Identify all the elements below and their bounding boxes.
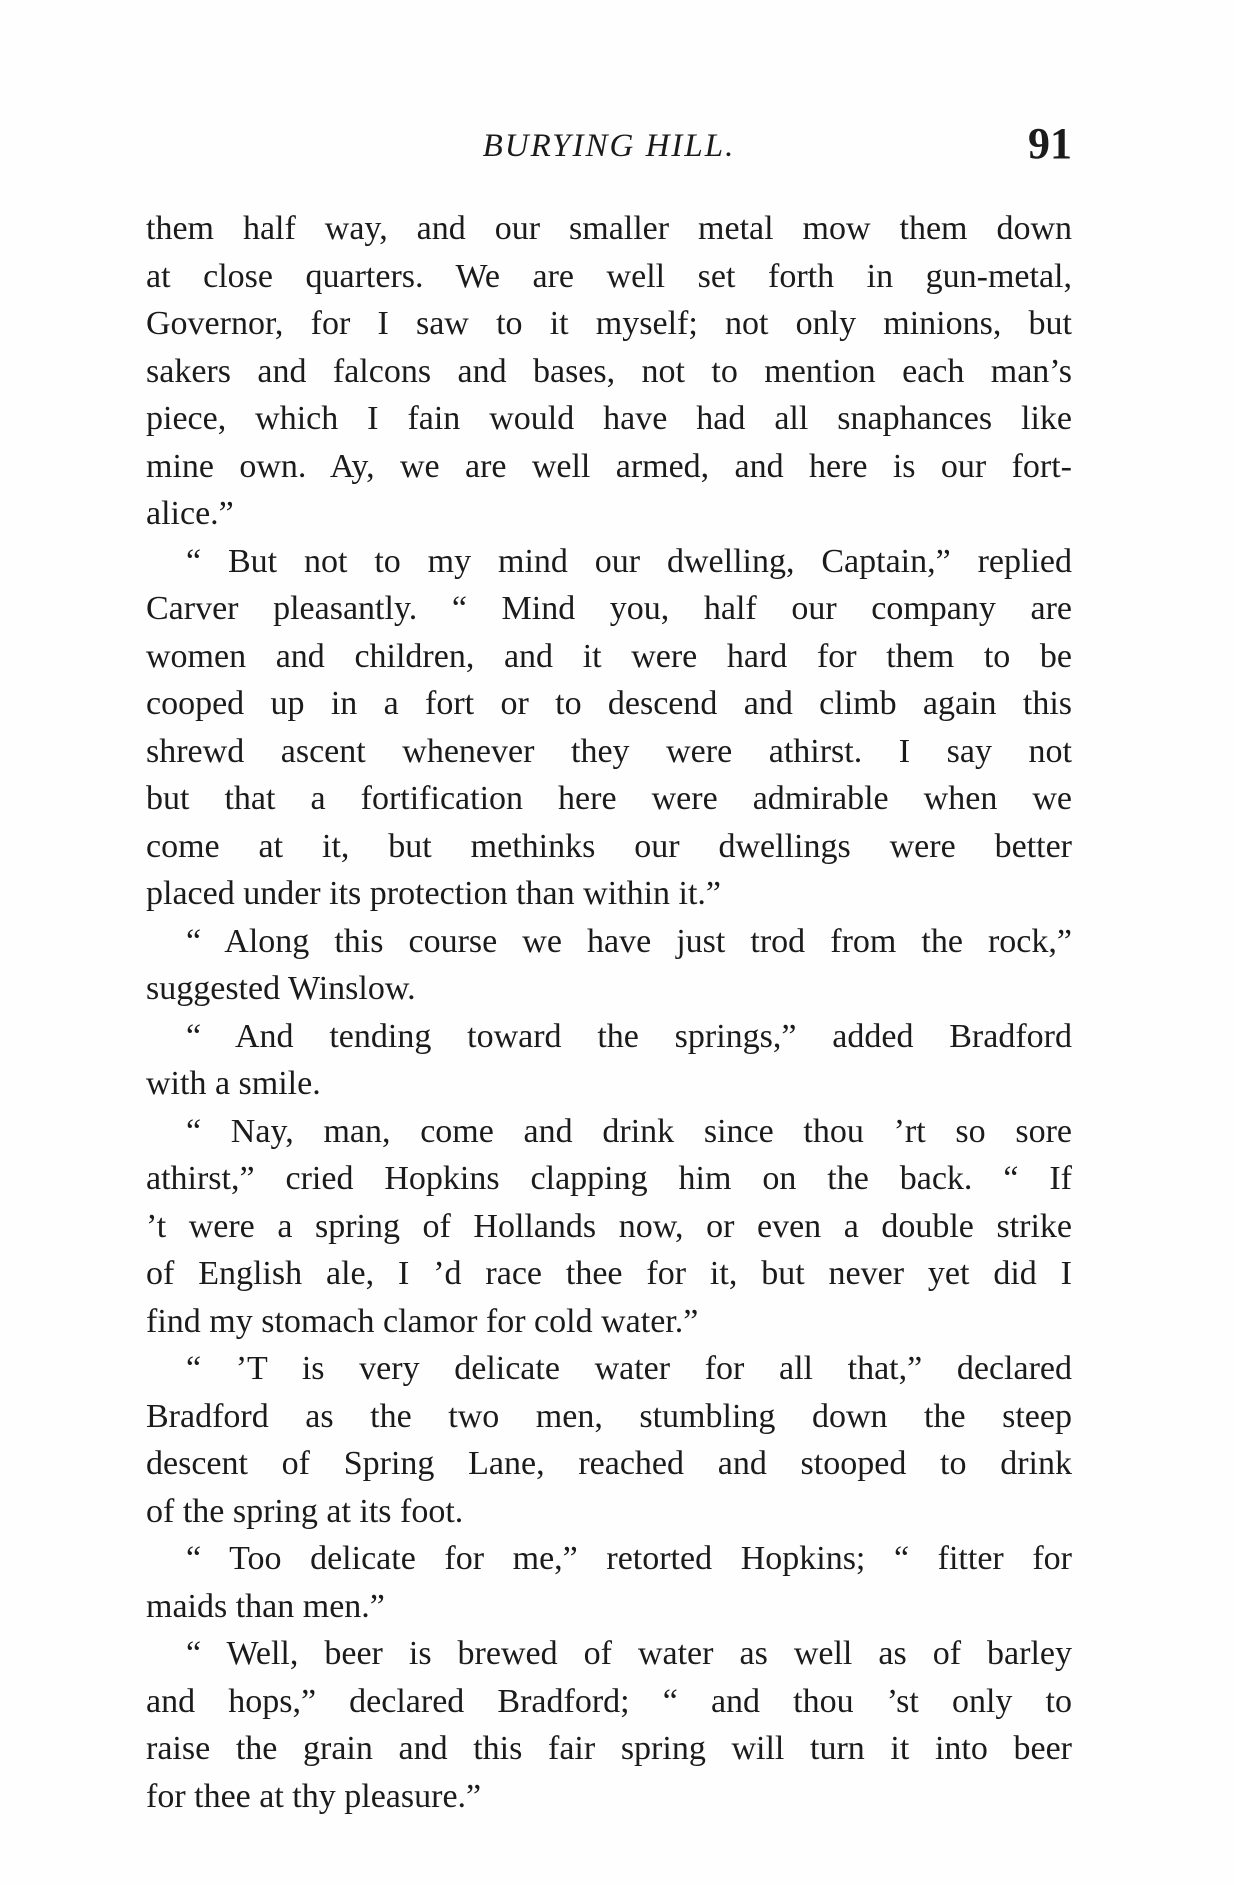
text-line: find my stomach clamor for cold water.” [146, 1302, 699, 1340]
text-line: piece, which I fain would have had all snaphances like [146, 400, 1072, 437]
text-line: descent of Spring Lane, reached and stooped to drink [146, 1445, 1072, 1482]
text-line: maids than men.” [146, 1587, 385, 1625]
text-line: Bradford as the two men, stumbling down the steep [146, 1397, 1072, 1435]
text-line: shrewd ascent whenever they were athirst. I say not [146, 732, 1072, 770]
text-line: raise the grain and this fair spring will turn it into beer [146, 1730, 1072, 1767]
text-line: suggested Winslow. [146, 970, 416, 1007]
text-line: athirst,” cried Hopkins clapping him on the back. “ If [146, 1160, 1072, 1197]
text-line: placed under its protection than within it.” [146, 875, 722, 912]
text-line: and hops,” declared Bradford; “ and thou ’st only to [146, 1682, 1072, 1720]
text-line: “ ’T is very delicate water for all that,” declared [186, 1350, 1072, 1387]
text-line: women and children, and it were hard for them to be [146, 637, 1072, 675]
text-line: mine own. Ay, we are well armed, and here is our fort- [146, 447, 1072, 485]
text-line: “ But not to my mind our dwelling, Captain,” replied [186, 542, 1072, 580]
text-line: ’t were a spring of Hollands now, or even a double strike [146, 1207, 1072, 1245]
running-head [146, 118, 1072, 178]
text-line: at close quarters. We are well set forth in gun-metal, [146, 257, 1072, 295]
text-line: cooped up in a fort or to descend and climb again this [146, 685, 1072, 722]
text-line: with a smile. [146, 1065, 321, 1102]
running-title: BURYING HILL. [482, 128, 736, 164]
body-text [146, 205, 1072, 1820]
text-line: “ Well, beer is brewed of water as well as of barley [186, 1635, 1072, 1672]
text-line: Governor, for I saw to it myself; not only minions, but [146, 305, 1072, 342]
text-line: Carver pleasantly. “ Mind you, half our company are [146, 590, 1072, 627]
text-line: for thee at thy pleasure.” [146, 1777, 482, 1815]
text-line: come at it, but methinks our dwellings were better [146, 827, 1072, 865]
text-line: of the spring at its foot. [146, 1492, 464, 1530]
text-line: them half way, and our smaller metal mow them down [146, 210, 1072, 247]
text-line: of English ale, I ’d race thee for it, but never yet did I [146, 1255, 1072, 1292]
text-line: “ Nay, man, come and drink since thou ’rt so sore [186, 1112, 1072, 1150]
text-line: “ And tending toward the springs,” added Bradford [186, 1017, 1072, 1055]
text-line: “ Along this course we have just trod from the rock,” [186, 922, 1072, 960]
text-line: sakers and falcons and bases, not to mention each man’s [146, 352, 1072, 390]
text-line: “ Too delicate for me,” retorted Hopkins; “ fitter for [186, 1540, 1072, 1577]
text-line: alice.” [146, 495, 234, 532]
text-line: but that a fortification here were admirable when we [146, 780, 1072, 817]
page-number: 91 [1028, 119, 1072, 168]
